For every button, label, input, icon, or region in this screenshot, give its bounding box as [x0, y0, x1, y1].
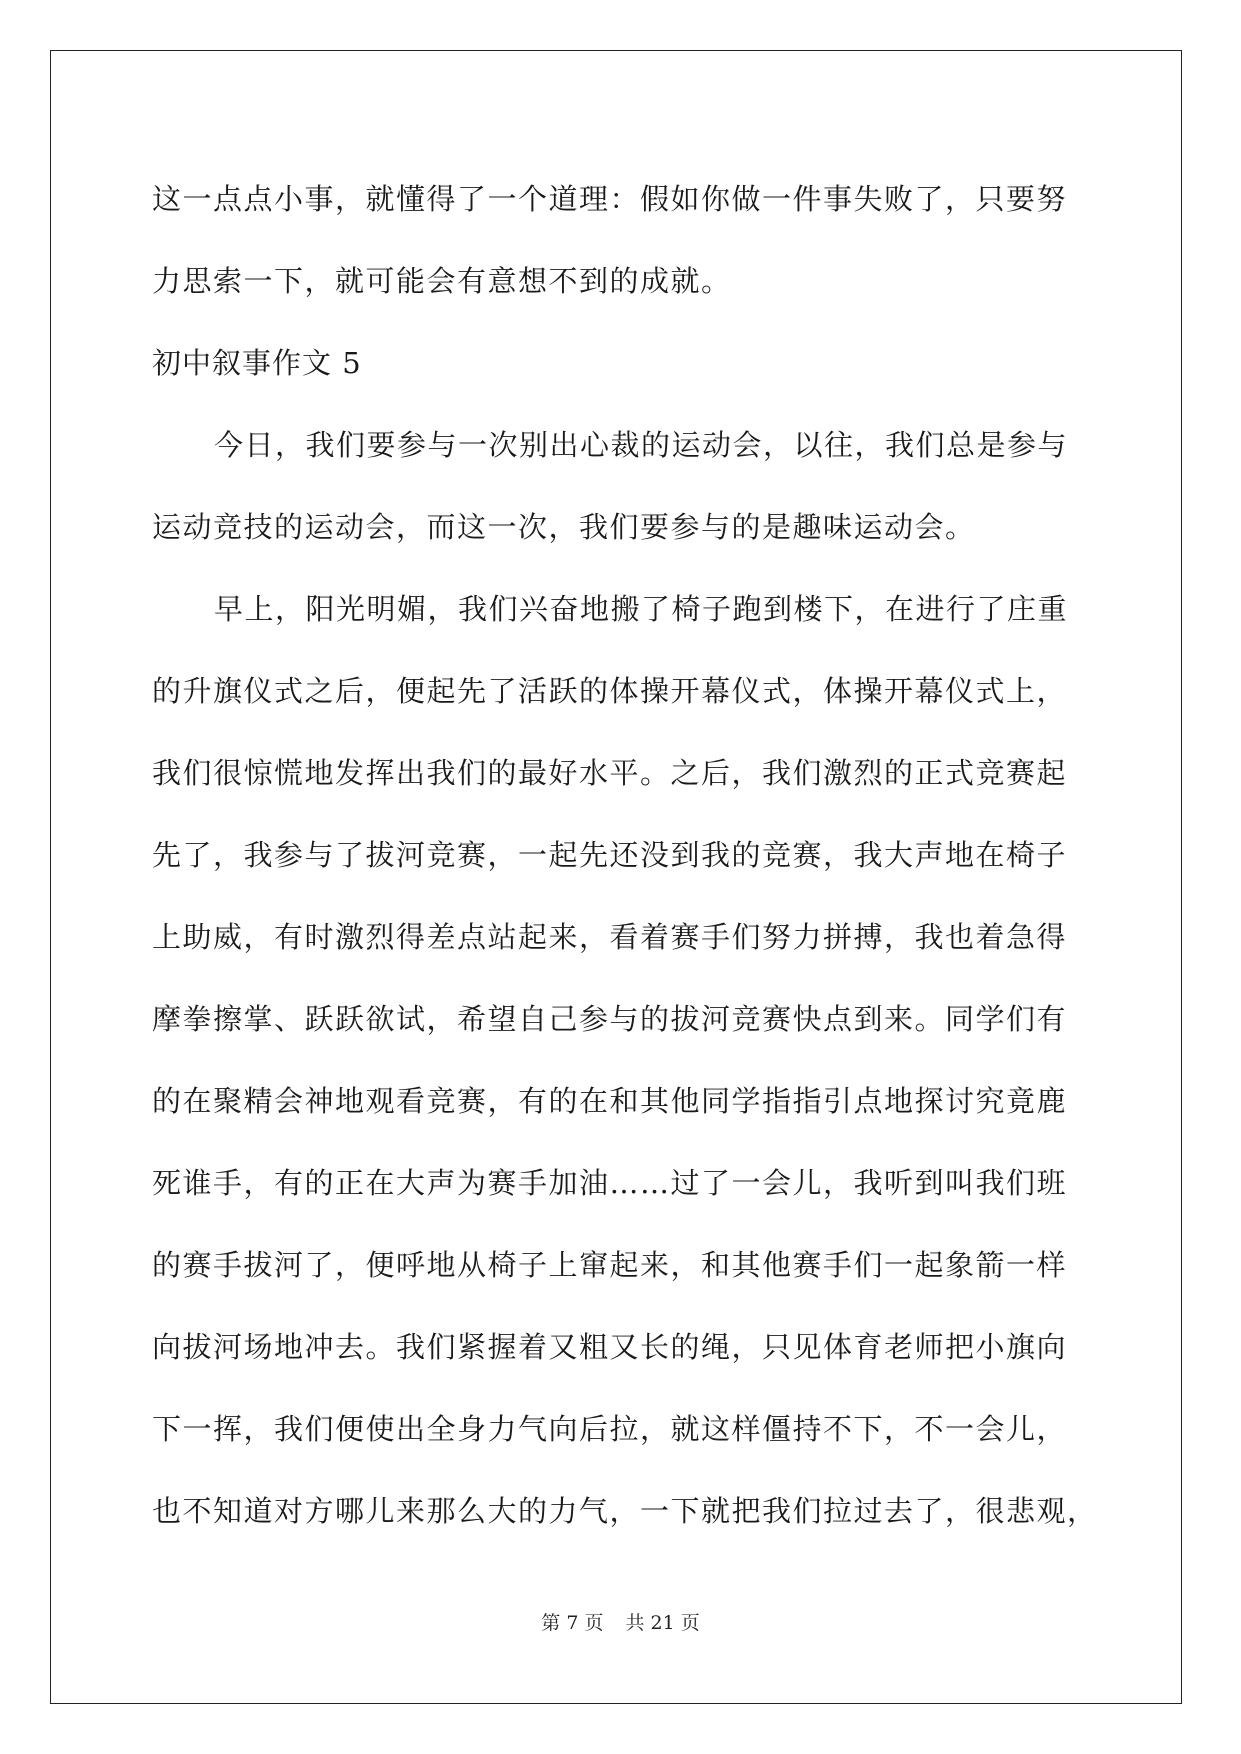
text-line: 死谁手，有的正在大声为赛手加油……过了一会儿，我听到叫我们班 [152, 1166, 1068, 1200]
text-line: 的升旗仪式之后，便起先了活跃的体操开幕仪式，体操开幕仪式上， [152, 674, 1068, 708]
text-line: 的在聚精会神地观看竞赛，有的在和其他同学指指引点地探讨究竟鹿 [152, 1084, 1068, 1118]
text-line: 上助威，有时激烈得差点站起来，看着赛手们努力拼搏，我也着急得 [152, 920, 1068, 954]
document-body [152, 158, 1107, 1552]
text-line: 运动竞技的运动会，而这一次，我们要参与的是趣味运动会。 [152, 510, 976, 544]
text-line: 摩拳擦掌、跃跃欲试，希望自己参与的拔河竞赛快点到来。同学们有 [152, 1002, 1068, 1036]
text-line: 下一挥，我们便使出全身力气向后拉，就这样僵持不下，不一会儿， [152, 1412, 1068, 1446]
section-heading: 初中叙事作文 5 [152, 346, 362, 380]
text-line: 先了，我参与了拔河竞赛，一起先还没到我的竞赛，我大声地在椅子 [152, 838, 1068, 872]
text-line: 力思索一下，就可能会有意想不到的成就。 [152, 264, 732, 298]
page-number: 第 7 页 [541, 1612, 604, 1634]
page-footer [0, 1608, 1241, 1635]
text-line: 这一点点小事，就懂得了一个道理：假如你做一件事失败了，只要努 [152, 182, 1068, 216]
text-line: 的赛手拔河了，便呼地从椅子上窜起来，和其他赛手们一起象箭一样 [152, 1248, 1068, 1282]
text-line: 向拔河场地冲去。我们紧握着又粗又长的绳，只见体育老师把小旗向 [152, 1330, 1068, 1364]
paragraph-first-line: 早上，阳光明媚，我们兴奋地搬了椅子跑到楼下，在进行了庄重 [214, 592, 1069, 626]
text-line: 也不知道对方哪儿来那么大的力气，一下就把我们拉过去了，很悲观， [152, 1494, 1098, 1528]
page-total: 共 21 页 [625, 1612, 700, 1634]
paragraph-first-line: 今日，我们要参与一次别出心裁的运动会，以往，我们总是参与 [214, 428, 1069, 462]
text-line: 我们很惊慌地发挥出我们的最好水平。之后，我们激烈的正式竞赛起 [152, 756, 1068, 790]
